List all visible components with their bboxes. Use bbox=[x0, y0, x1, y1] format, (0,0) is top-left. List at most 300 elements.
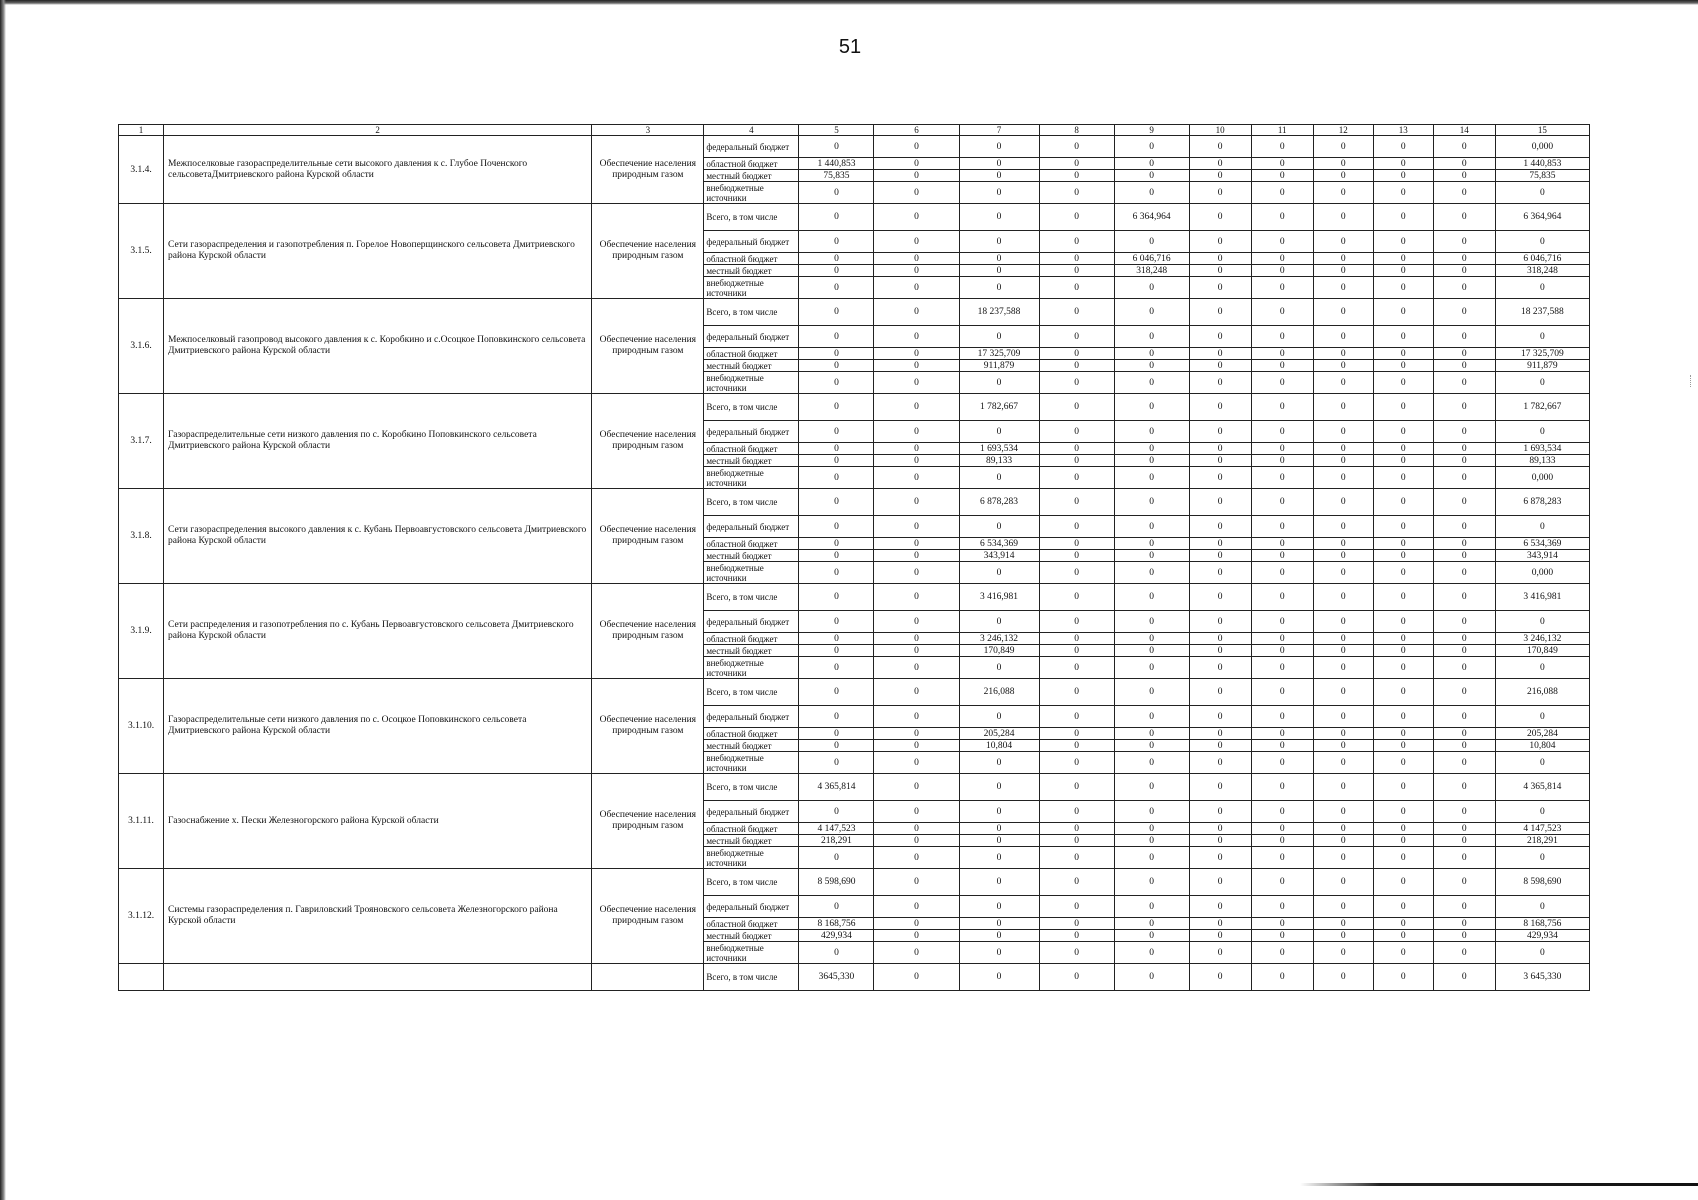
value-cell: 0 bbox=[1313, 455, 1373, 467]
value-cell: 3 246,132 bbox=[1495, 633, 1589, 645]
table-row bbox=[119, 584, 1590, 611]
value-cell: 0 bbox=[1495, 421, 1589, 443]
value-cell: 0 bbox=[1189, 467, 1251, 489]
value-cell: 0 bbox=[799, 489, 874, 516]
value-cell: 0 bbox=[1251, 869, 1313, 896]
value-cell: 0 bbox=[1313, 372, 1373, 394]
item-purpose: Обеспечение населения природным газом bbox=[592, 679, 704, 774]
value-cell: 0 bbox=[1189, 823, 1251, 835]
value-cell: 0 bbox=[1433, 204, 1495, 231]
item-purpose bbox=[592, 964, 704, 991]
value-cell: 0 bbox=[1039, 611, 1114, 633]
value-cell: 0 bbox=[1313, 896, 1373, 918]
value-cell: 0 bbox=[1114, 136, 1189, 158]
value-cell: 0 bbox=[1189, 443, 1251, 455]
value-cell: 1 693,534 bbox=[959, 443, 1039, 455]
value-cell: 0 bbox=[1433, 774, 1495, 801]
value-cell: 0 bbox=[1114, 170, 1189, 182]
value-cell: 0 bbox=[1189, 752, 1251, 774]
value-cell: 0 bbox=[1251, 421, 1313, 443]
value-cell: 0 bbox=[1189, 679, 1251, 706]
value-cell: 0 bbox=[874, 467, 959, 489]
value-cell: 0 bbox=[1433, 136, 1495, 158]
value-cell: 318,248 bbox=[1495, 265, 1589, 277]
value-cell: 0 bbox=[1039, 679, 1114, 706]
value-cell: 0 bbox=[1433, 326, 1495, 348]
item-purpose: Обеспечение населения природным газом bbox=[592, 774, 704, 869]
value-cell: 0 bbox=[799, 421, 874, 443]
value-cell: 0 bbox=[1433, 869, 1495, 896]
value-cell: 0 bbox=[1433, 633, 1495, 645]
value-cell: 0 bbox=[1373, 869, 1433, 896]
value-cell: 0 bbox=[1114, 182, 1189, 204]
funding-source: местный бюджет bbox=[704, 170, 799, 182]
value-cell: 0 bbox=[1251, 253, 1313, 265]
value-cell: 0 bbox=[1039, 633, 1114, 645]
funding-source: Всего, в том числе bbox=[704, 394, 799, 421]
value-cell: 0 bbox=[959, 847, 1039, 869]
value-cell: 0 bbox=[874, 538, 959, 550]
value-cell: 0 bbox=[959, 657, 1039, 679]
value-cell: 0 bbox=[1039, 942, 1114, 964]
value-cell: 0 bbox=[799, 204, 874, 231]
value-cell: 0 bbox=[1114, 372, 1189, 394]
value-cell: 0 bbox=[959, 964, 1039, 991]
value-cell: 0 bbox=[1039, 896, 1114, 918]
funding-source: местный бюджет bbox=[704, 930, 799, 942]
value-cell: 0 bbox=[1189, 182, 1251, 204]
value-cell: 0 bbox=[1114, 752, 1189, 774]
value-cell: 0 bbox=[1313, 728, 1373, 740]
value-cell: 0 bbox=[1373, 930, 1433, 942]
value-cell: 0 bbox=[1189, 170, 1251, 182]
value-cell: 0 bbox=[1433, 550, 1495, 562]
value-cell: 4 365,814 bbox=[799, 774, 874, 801]
value-cell: 0 bbox=[799, 550, 874, 562]
value-cell: 0 bbox=[1039, 740, 1114, 752]
value-cell: 0 bbox=[1114, 657, 1189, 679]
value-cell: 0 bbox=[1433, 657, 1495, 679]
funding-source: федеральный бюджет bbox=[704, 516, 799, 538]
value-cell: 0 bbox=[1373, 182, 1433, 204]
funding-source: внебюджетные источники bbox=[704, 182, 799, 204]
value-cell: 0 bbox=[799, 182, 874, 204]
value-cell: 0 bbox=[1189, 550, 1251, 562]
value-cell: 0 bbox=[1313, 611, 1373, 633]
value-cell: 0 bbox=[1039, 847, 1114, 869]
value-cell: 0 bbox=[1189, 372, 1251, 394]
value-cell: 8 598,690 bbox=[799, 869, 874, 896]
value-cell: 0 bbox=[1433, 801, 1495, 823]
value-cell: 0 bbox=[1039, 752, 1114, 774]
value-cell: 0 bbox=[1251, 204, 1313, 231]
value-cell: 10,804 bbox=[1495, 740, 1589, 752]
value-cell: 0 bbox=[1114, 964, 1189, 991]
value-cell: 0 bbox=[874, 706, 959, 728]
value-cell: 4 365,814 bbox=[1495, 774, 1589, 801]
funding-source: федеральный бюджет bbox=[704, 896, 799, 918]
value-cell: 0 bbox=[1313, 633, 1373, 645]
value-cell: 0 bbox=[874, 679, 959, 706]
funding-source: областной бюджет bbox=[704, 728, 799, 740]
value-cell: 17 325,709 bbox=[1495, 348, 1589, 360]
value-cell: 0 bbox=[1039, 706, 1114, 728]
value-cell: 0 bbox=[1039, 516, 1114, 538]
value-cell: 0 bbox=[1251, 489, 1313, 516]
value-cell: 0 bbox=[1114, 538, 1189, 550]
value-cell: 429,934 bbox=[1495, 930, 1589, 942]
value-cell: 0 bbox=[874, 584, 959, 611]
value-cell: 0 bbox=[799, 372, 874, 394]
header-col-2: 2 bbox=[164, 125, 592, 136]
value-cell: 0 bbox=[1251, 740, 1313, 752]
value-cell: 0 bbox=[1433, 372, 1495, 394]
value-cell: 0 bbox=[1251, 538, 1313, 550]
value-cell: 75,835 bbox=[1495, 170, 1589, 182]
item-purpose: Обеспечение населения природным газом bbox=[592, 394, 704, 489]
value-cell: 0 bbox=[1433, 489, 1495, 516]
value-cell: 0 bbox=[1189, 489, 1251, 516]
value-cell: 0 bbox=[1189, 706, 1251, 728]
value-cell: 0 bbox=[1433, 360, 1495, 372]
value-cell: 0 bbox=[1251, 455, 1313, 467]
value-cell: 0 bbox=[874, 728, 959, 740]
value-cell: 0 bbox=[1373, 489, 1433, 516]
item-name: Межпоселковый газопровод высокого давления к с. Коробкино и с.Осоцкое Поповкинского сельсовета Дмитриевского района Курской области bbox=[164, 299, 592, 394]
value-cell: 0 bbox=[1373, 847, 1433, 869]
value-cell: 0 bbox=[1039, 158, 1114, 170]
value-cell: 0 bbox=[1251, 728, 1313, 740]
value-cell: 0 bbox=[1039, 467, 1114, 489]
value-cell: 0 bbox=[874, 360, 959, 372]
value-cell: 0 bbox=[1313, 204, 1373, 231]
value-cell: 0 bbox=[959, 182, 1039, 204]
value-cell: 0 bbox=[1251, 516, 1313, 538]
value-cell: 0 bbox=[1373, 728, 1433, 740]
funding-source: внебюджетные источники bbox=[704, 277, 799, 299]
value-cell: 0 bbox=[1373, 170, 1433, 182]
value-cell: 0 bbox=[874, 611, 959, 633]
value-cell: 0 bbox=[1251, 835, 1313, 847]
value-cell: 0 bbox=[1373, 394, 1433, 421]
value-cell: 0 bbox=[1495, 182, 1589, 204]
value-cell: 0 bbox=[1313, 170, 1373, 182]
value-cell: 0 bbox=[1433, 611, 1495, 633]
funding-source: местный бюджет bbox=[704, 455, 799, 467]
value-cell: 0 bbox=[959, 918, 1039, 930]
table-row bbox=[119, 964, 1590, 991]
value-cell: 0 bbox=[1189, 231, 1251, 253]
value-cell: 0 bbox=[1373, 348, 1433, 360]
value-cell: 6 364,964 bbox=[1114, 204, 1189, 231]
value-cell: 0 bbox=[1039, 538, 1114, 550]
value-cell: 0,000 bbox=[1495, 562, 1589, 584]
value-cell: 0 bbox=[799, 326, 874, 348]
value-cell: 0 bbox=[1313, 253, 1373, 265]
funding-source: местный бюджет bbox=[704, 835, 799, 847]
value-cell: 0 bbox=[1189, 633, 1251, 645]
value-cell: 0 bbox=[874, 896, 959, 918]
value-cell: 0 bbox=[1313, 645, 1373, 657]
value-cell: 0 bbox=[799, 706, 874, 728]
value-cell: 0 bbox=[874, 835, 959, 847]
item-code: 3.1.10. bbox=[119, 679, 164, 774]
item-name: Газораспределительные сети низкого давления по с. Осоцкое Поповкинского сельсовета Дмитриевского района Курской области bbox=[164, 679, 592, 774]
value-cell: 0 bbox=[959, 158, 1039, 170]
value-cell: 0 bbox=[874, 930, 959, 942]
value-cell: 0 bbox=[1251, 467, 1313, 489]
value-cell: 0 bbox=[874, 823, 959, 835]
value-cell: 6 046,716 bbox=[1495, 253, 1589, 265]
value-cell: 0 bbox=[1251, 443, 1313, 455]
value-cell: 0 bbox=[1114, 847, 1189, 869]
value-cell: 0 bbox=[1114, 679, 1189, 706]
value-cell: 0 bbox=[1313, 918, 1373, 930]
header-col-10: 10 bbox=[1189, 125, 1251, 136]
value-cell: 0 bbox=[959, 326, 1039, 348]
value-cell: 0 bbox=[1433, 584, 1495, 611]
value-cell: 0 bbox=[959, 204, 1039, 231]
value-cell: 0 bbox=[959, 774, 1039, 801]
value-cell: 6 878,283 bbox=[1495, 489, 1589, 516]
value-cell: 0 bbox=[1114, 489, 1189, 516]
value-cell: 0 bbox=[1251, 326, 1313, 348]
value-cell: 0 bbox=[874, 158, 959, 170]
funding-source: местный бюджет bbox=[704, 265, 799, 277]
value-cell: 0 bbox=[1114, 611, 1189, 633]
value-cell: 0 bbox=[1189, 835, 1251, 847]
value-cell: 0 bbox=[799, 801, 874, 823]
value-cell: 0 bbox=[1433, 740, 1495, 752]
value-cell: 0 bbox=[1189, 265, 1251, 277]
value-cell: 0 bbox=[1313, 706, 1373, 728]
value-cell: 6 046,716 bbox=[1114, 253, 1189, 265]
value-cell: 0 bbox=[874, 657, 959, 679]
value-cell: 0 bbox=[1373, 740, 1433, 752]
table-row bbox=[119, 204, 1590, 231]
value-cell: 0 bbox=[1039, 136, 1114, 158]
value-cell: 0 bbox=[1373, 231, 1433, 253]
funding-source: областной бюджет bbox=[704, 538, 799, 550]
value-cell: 4 147,523 bbox=[799, 823, 874, 835]
value-cell: 0 bbox=[1433, 896, 1495, 918]
funding-source: федеральный бюджет bbox=[704, 706, 799, 728]
value-cell: 89,133 bbox=[959, 455, 1039, 467]
value-cell: 0 bbox=[1039, 489, 1114, 516]
value-cell: 1 693,534 bbox=[1495, 443, 1589, 455]
value-cell: 0 bbox=[1039, 645, 1114, 657]
value-cell: 0 bbox=[1039, 299, 1114, 326]
value-cell: 0 bbox=[1189, 964, 1251, 991]
item-purpose: Обеспечение населения природным газом bbox=[592, 869, 704, 964]
value-cell: 0 bbox=[1039, 204, 1114, 231]
value-cell: 0 bbox=[1114, 633, 1189, 645]
value-cell: 0 bbox=[1495, 942, 1589, 964]
value-cell: 0 bbox=[1313, 277, 1373, 299]
value-cell: 205,284 bbox=[959, 728, 1039, 740]
value-cell: 0 bbox=[1189, 516, 1251, 538]
value-cell: 205,284 bbox=[1495, 728, 1589, 740]
value-cell: 0 bbox=[1313, 394, 1373, 421]
value-cell: 0 bbox=[799, 752, 874, 774]
value-cell: 0 bbox=[1313, 930, 1373, 942]
value-cell: 0 bbox=[1373, 455, 1433, 467]
value-cell: 0 bbox=[1189, 657, 1251, 679]
value-cell: 6 534,369 bbox=[959, 538, 1039, 550]
header-col-13: 13 bbox=[1373, 125, 1433, 136]
value-cell: 0 bbox=[1039, 964, 1114, 991]
value-cell: 0 bbox=[1189, 538, 1251, 550]
value-cell: 0 bbox=[1433, 823, 1495, 835]
value-cell: 0 bbox=[1433, 918, 1495, 930]
value-cell: 0 bbox=[1495, 611, 1589, 633]
value-cell: 0 bbox=[1433, 443, 1495, 455]
value-cell: 0 bbox=[1114, 467, 1189, 489]
value-cell: 0 bbox=[1373, 277, 1433, 299]
funding-source: местный бюджет bbox=[704, 550, 799, 562]
funding-source: внебюджетные источники bbox=[704, 942, 799, 964]
value-cell: 0 bbox=[959, 835, 1039, 847]
value-cell: 0 bbox=[874, 801, 959, 823]
value-cell: 0 bbox=[1433, 562, 1495, 584]
value-cell: 0 bbox=[799, 584, 874, 611]
item-code: 3.1.8. bbox=[119, 489, 164, 584]
value-cell: 0 bbox=[874, 645, 959, 657]
value-cell: 0 bbox=[874, 964, 959, 991]
value-cell: 0 bbox=[1189, 869, 1251, 896]
value-cell: 0 bbox=[799, 728, 874, 740]
value-cell: 0 bbox=[1495, 896, 1589, 918]
item-purpose: Обеспечение населения природным газом bbox=[592, 204, 704, 299]
value-cell: 0 bbox=[1433, 467, 1495, 489]
value-cell: 0 bbox=[1313, 740, 1373, 752]
value-cell: 0 bbox=[1251, 611, 1313, 633]
value-cell: 0 bbox=[1495, 706, 1589, 728]
value-cell: 6 534,369 bbox=[1495, 538, 1589, 550]
table-row bbox=[119, 299, 1590, 326]
item-name: Сети распределения и газопотребления по с. Кубань Первоавгустовского сельсовета Дмитриевского района Курской области bbox=[164, 584, 592, 679]
value-cell: 0 bbox=[1495, 516, 1589, 538]
table-row bbox=[119, 774, 1590, 801]
value-cell: 0 bbox=[874, 562, 959, 584]
value-cell: 0 bbox=[1251, 774, 1313, 801]
header-col-8: 8 bbox=[1039, 125, 1114, 136]
value-cell: 0 bbox=[1313, 823, 1373, 835]
value-cell: 0 bbox=[874, 277, 959, 299]
value-cell: 0 bbox=[1433, 706, 1495, 728]
value-cell: 0 bbox=[959, 896, 1039, 918]
value-cell: 0 bbox=[1114, 231, 1189, 253]
value-cell: 0 bbox=[874, 918, 959, 930]
value-cell: 0 bbox=[874, 372, 959, 394]
value-cell: 0 bbox=[1251, 633, 1313, 645]
value-cell: 0 bbox=[1251, 706, 1313, 728]
value-cell: 0 bbox=[1433, 421, 1495, 443]
item-name bbox=[164, 964, 592, 991]
value-cell: 0 bbox=[1433, 847, 1495, 869]
value-cell: 0 bbox=[1039, 348, 1114, 360]
value-cell: 0 bbox=[1189, 158, 1251, 170]
value-cell: 0 bbox=[1433, 942, 1495, 964]
item-purpose: Обеспечение населения природным газом bbox=[592, 299, 704, 394]
value-cell: 0 bbox=[959, 277, 1039, 299]
value-cell: 0 bbox=[1433, 679, 1495, 706]
funding-source: Всего, в том числе bbox=[704, 489, 799, 516]
value-cell: 0 bbox=[1251, 752, 1313, 774]
header-col-1: 1 bbox=[119, 125, 164, 136]
value-cell: 0 bbox=[1313, 158, 1373, 170]
value-cell: 216,088 bbox=[1495, 679, 1589, 706]
value-cell: 0,000 bbox=[1495, 136, 1589, 158]
item-code bbox=[119, 964, 164, 991]
value-cell: 0 bbox=[874, 265, 959, 277]
value-cell: 0 bbox=[799, 516, 874, 538]
value-cell: 0 bbox=[1251, 847, 1313, 869]
value-cell: 0 bbox=[1373, 918, 1433, 930]
value-cell: 0 bbox=[874, 421, 959, 443]
value-cell: 0 bbox=[1189, 348, 1251, 360]
value-cell: 0 bbox=[1373, 774, 1433, 801]
value-cell: 0 bbox=[959, 611, 1039, 633]
value-cell: 0 bbox=[1373, 964, 1433, 991]
value-cell: 0 bbox=[799, 740, 874, 752]
header-col-6: 6 bbox=[874, 125, 959, 136]
value-cell: 0 bbox=[1313, 774, 1373, 801]
value-cell: 0 bbox=[1039, 550, 1114, 562]
value-cell: 0 bbox=[1039, 421, 1114, 443]
header-col-14: 14 bbox=[1433, 125, 1495, 136]
funding-source: федеральный бюджет bbox=[704, 231, 799, 253]
value-cell: 0 bbox=[1114, 801, 1189, 823]
item-purpose: Обеспечение населения природным газом bbox=[592, 136, 704, 204]
value-cell: 0 bbox=[1251, 918, 1313, 930]
value-cell: 0 bbox=[874, 231, 959, 253]
funding-source: внебюджетные источники bbox=[704, 752, 799, 774]
value-cell: 0 bbox=[1114, 728, 1189, 740]
item-name: Сети газораспределения и газопотребления п. Горелое Новоперщинского сельсовета Дмитриевского района Курской области bbox=[164, 204, 592, 299]
value-cell: 0 bbox=[874, 516, 959, 538]
value-cell: 0 bbox=[1251, 231, 1313, 253]
value-cell: 0 bbox=[1189, 801, 1251, 823]
value-cell: 0 bbox=[1114, 158, 1189, 170]
value-cell: 0 bbox=[1114, 326, 1189, 348]
value-cell: 0 bbox=[1313, 265, 1373, 277]
header-col-4: 4 bbox=[704, 125, 799, 136]
scan-edge-top bbox=[0, 0, 1698, 5]
value-cell: 0 bbox=[1373, 801, 1433, 823]
value-cell: 0 bbox=[799, 348, 874, 360]
value-cell: 0 bbox=[1039, 277, 1114, 299]
value-cell: 0 bbox=[1251, 645, 1313, 657]
value-cell: 0 bbox=[1114, 930, 1189, 942]
value-cell: 0 bbox=[1373, 645, 1433, 657]
value-cell: 0 bbox=[1373, 823, 1433, 835]
margin-mark bbox=[1690, 375, 1692, 387]
value-cell: 0 bbox=[1251, 964, 1313, 991]
funding-source: областной бюджет bbox=[704, 633, 799, 645]
value-cell: 0 bbox=[874, 489, 959, 516]
value-cell: 0 bbox=[959, 706, 1039, 728]
value-cell: 0 bbox=[959, 136, 1039, 158]
value-cell: 0 bbox=[1433, 170, 1495, 182]
value-cell: 17 325,709 bbox=[959, 348, 1039, 360]
value-cell: 0 bbox=[799, 455, 874, 467]
value-cell: 0 bbox=[1039, 253, 1114, 265]
value-cell: 8 168,756 bbox=[799, 918, 874, 930]
value-cell: 0 bbox=[1114, 394, 1189, 421]
value-cell: 0 bbox=[1039, 562, 1114, 584]
funding-source: внебюджетные источники bbox=[704, 562, 799, 584]
